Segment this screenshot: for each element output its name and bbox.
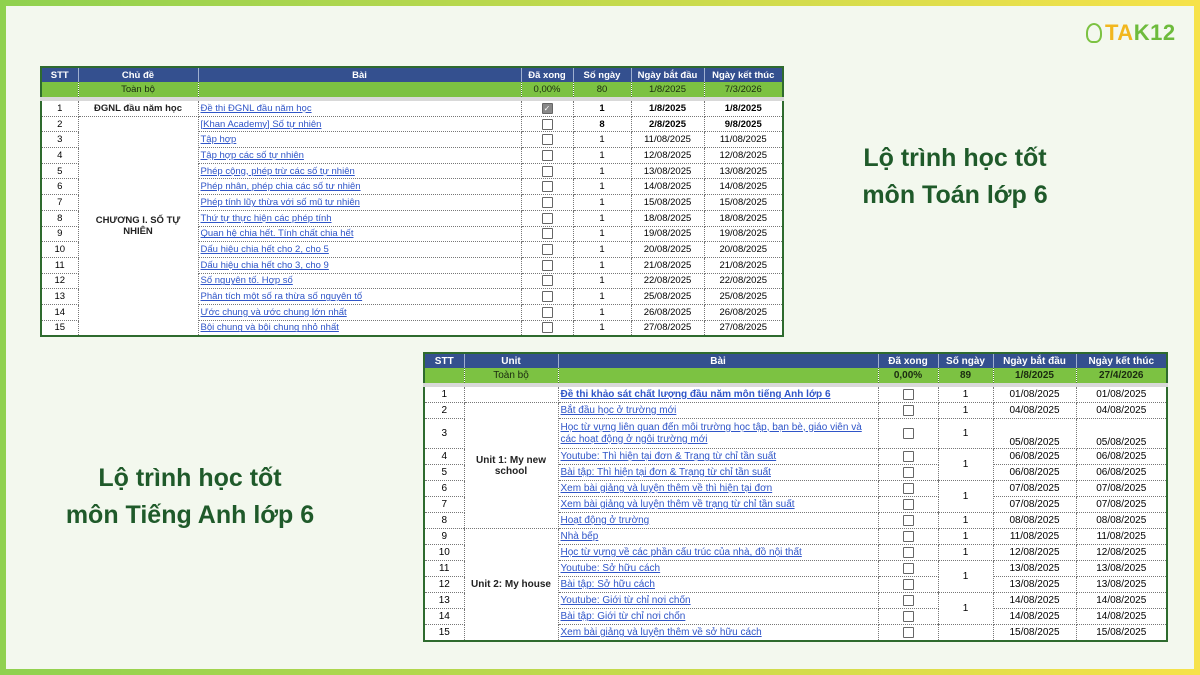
done-cell [878, 465, 938, 481]
done-cell [521, 320, 573, 336]
done-checkbox[interactable] [903, 611, 914, 622]
end-date: 1/8/2025 [704, 99, 783, 116]
lesson-link[interactable]: Số nguyên tố. Hợp số [198, 273, 521, 289]
start-date: 20/08/2025 [631, 242, 704, 258]
days-cell: 1 [573, 242, 631, 258]
row-number: 10 [41, 242, 78, 258]
math-schedule-table [40, 66, 784, 337]
start-date: 07/08/2025 [993, 497, 1076, 513]
end-date: 06/08/2025 [1076, 449, 1167, 465]
lesson-link[interactable]: Youtube: Thì hiện tại đơn & Trạng từ chỉ tần suất [558, 449, 878, 465]
start-date: 22/08/2025 [631, 273, 704, 289]
end-date: 07/08/2025 [1076, 481, 1167, 497]
row-number: 12 [41, 273, 78, 289]
total-end: 27/4/2026 [1076, 368, 1167, 385]
lesson-link[interactable]: Dấu hiệu chia hết cho 3, cho 9 [198, 257, 521, 273]
start-date: 27/08/2025 [631, 320, 704, 336]
lesson-link[interactable]: Bài tập: Thì hiện tại đơn & Trạng từ chỉ tần suất [558, 465, 878, 481]
lightbulb-icon [1086, 23, 1102, 43]
row-number: 15 [424, 625, 464, 642]
done-cell [521, 132, 573, 148]
row-number: 14 [424, 609, 464, 625]
done-checkbox[interactable] [903, 483, 914, 494]
end-date: 01/08/2025 [1076, 385, 1167, 403]
row-number: 2 [41, 116, 78, 132]
end-date: 26/08/2025 [704, 304, 783, 320]
done-checkbox[interactable] [542, 166, 553, 177]
end-date: 13/08/2025 [704, 163, 783, 179]
start-date: 14/08/2025 [993, 609, 1076, 625]
start-date: 13/08/2025 [993, 561, 1076, 577]
done-checkbox[interactable] [903, 451, 914, 462]
start-date: 13/08/2025 [631, 163, 704, 179]
lesson-link[interactable]: Bội chung và bội chung nhỏ nhất [198, 320, 521, 336]
done-checkbox[interactable] [903, 627, 914, 638]
total-lesson [198, 82, 521, 99]
days-cell: 1 [573, 273, 631, 289]
row-number: 10 [424, 545, 464, 561]
start-date: 11/08/2025 [993, 529, 1076, 545]
start-date: 15/08/2025 [993, 625, 1076, 642]
lesson-link[interactable]: Quan hệ chia hết. Tính chất chia hết [198, 226, 521, 242]
done-cell [521, 242, 573, 258]
total-start: 1/8/2025 [993, 368, 1076, 385]
days-cell: 1 [938, 561, 993, 593]
done-checkbox[interactable] [903, 499, 914, 510]
lesson-link[interactable]: Học từ vựng về các phần cấu trúc của nhà, đồ nội thất [558, 545, 878, 561]
english-schedule-table [423, 352, 1168, 642]
end-date: 04/08/2025 [1076, 403, 1167, 419]
days-cell: 1 [573, 148, 631, 164]
row-number: 9 [424, 529, 464, 545]
done-checkbox[interactable] [903, 547, 914, 558]
start-date: 13/08/2025 [993, 577, 1076, 593]
start-date: 15/08/2025 [631, 195, 704, 211]
end-date: 25/08/2025 [704, 289, 783, 305]
end-date: 13/08/2025 [1076, 577, 1167, 593]
lesson-link[interactable]: Thứ tự thực hiện các phép tính [198, 210, 521, 226]
lesson-link[interactable]: Đề thi khảo sát chất lượng đầu năm môn tiếng Anh lớp 6 [558, 385, 878, 403]
days-cell: 1 [938, 513, 993, 529]
end-date: 22/08/2025 [704, 273, 783, 289]
caption-line: Lộ trình học tốt [98, 464, 282, 492]
total-label: Toàn bộ [464, 368, 558, 385]
total-days: 89 [938, 368, 993, 385]
row-number: 2 [424, 403, 464, 419]
row-number: 13 [424, 593, 464, 609]
start-date: 14/08/2025 [631, 179, 704, 195]
table-row [424, 403, 1167, 419]
logo-text-ta: TA [1105, 20, 1134, 45]
lesson-link[interactable]: Youtube: Sở hữu cách [558, 561, 878, 577]
topic-cell: Unit 1: My new school [464, 403, 558, 529]
done-cell [878, 497, 938, 513]
days-cell [938, 625, 993, 642]
row-number: 6 [424, 481, 464, 497]
column-header[interactable]: Ngày kết thúc [704, 67, 783, 82]
done-checkbox[interactable] [903, 531, 914, 542]
done-checkbox[interactable] [542, 181, 553, 192]
done-checkbox[interactable] [542, 119, 553, 130]
done-checkbox[interactable] [903, 428, 914, 439]
row-number: 3 [41, 132, 78, 148]
days-cell: 1 [938, 545, 993, 561]
column-header[interactable]: STT [41, 67, 78, 82]
days-cell: 1 [938, 449, 993, 481]
lesson-link[interactable]: Tập hợp [198, 132, 521, 148]
done-checkbox[interactable] [542, 150, 553, 161]
done-cell [521, 257, 573, 273]
lesson-link[interactable]: Học từ vựng liên quan đến môi trường học tập, bạn bè, giáo viên và các hoạt động ở ngôi trường mới [558, 419, 878, 449]
done-cell [521, 210, 573, 226]
days-cell: 1 [938, 385, 993, 403]
lesson-link[interactable]: Xem bài giảng và luyện thêm về trạng từ chỉ tần suất [558, 497, 878, 513]
done-cell [878, 529, 938, 545]
start-date: 14/08/2025 [993, 593, 1076, 609]
days-cell: 1 [938, 593, 993, 625]
total-lesson [558, 368, 878, 385]
column-header[interactable]: Ngày kết thúc [1076, 353, 1167, 368]
done-cell [878, 513, 938, 529]
topic-cell: CHƯƠNG I. SỐ TỰ NHIÊN [78, 116, 198, 336]
topic-cell [464, 385, 558, 403]
done-checkbox[interactable] [903, 595, 914, 606]
end-date: 11/08/2025 [704, 132, 783, 148]
start-date: 01/08/2025 [993, 385, 1076, 403]
days-cell: 1 [938, 481, 993, 513]
done-cell [521, 195, 573, 211]
row-number: 8 [41, 210, 78, 226]
days-cell: 1 [573, 132, 631, 148]
start-date: 05/08/2025 [993, 419, 1076, 449]
end-date: 13/08/2025 [1076, 561, 1167, 577]
end-date: 27/08/2025 [704, 320, 783, 336]
topic-cell: ĐGNL đầu năm học [78, 99, 198, 116]
table-row [424, 385, 1167, 403]
row-number: 5 [424, 465, 464, 481]
days-cell: 1 [938, 529, 993, 545]
total-label: Toàn bộ [78, 82, 198, 99]
lesson-link[interactable]: Phép tính lũy thừa với số mũ tự nhiên [198, 195, 521, 211]
total-done: 0,00% [521, 82, 573, 99]
done-checkbox[interactable] [903, 515, 914, 526]
start-date: 06/08/2025 [993, 449, 1076, 465]
row-number: 6 [41, 179, 78, 195]
end-date: 06/08/2025 [1076, 465, 1167, 481]
done-checkbox[interactable] [903, 389, 914, 400]
row-number: 7 [424, 497, 464, 513]
done-checkbox[interactable] [542, 197, 553, 208]
start-date: 25/08/2025 [631, 289, 704, 305]
done-checkbox[interactable] [542, 322, 553, 333]
start-date: 06/08/2025 [993, 465, 1076, 481]
end-date: 12/08/2025 [1076, 545, 1167, 561]
done-cell [521, 179, 573, 195]
lesson-link[interactable]: Hoạt động ở trường [558, 513, 878, 529]
table-row [424, 529, 1167, 545]
lesson-link[interactable]: [Khan Academy] Số tự nhiên [198, 116, 521, 132]
lesson-link[interactable]: Bài tập: Giới từ chỉ nơi chốn [558, 609, 878, 625]
end-date: 14/08/2025 [704, 179, 783, 195]
done-cell [878, 577, 938, 593]
total-start: 1/8/2025 [631, 82, 704, 99]
done-cell [878, 481, 938, 497]
total-row [41, 82, 783, 99]
days-cell: 1 [573, 226, 631, 242]
done-checkbox[interactable] [903, 405, 914, 416]
column-header[interactable]: Bài [198, 67, 521, 82]
days-cell: 8 [573, 116, 631, 132]
column-header[interactable]: Chủ đề [78, 67, 198, 82]
caption-line: môn Toán lớp 6 [862, 181, 1048, 209]
done-checkbox[interactable] [542, 228, 553, 239]
end-date: 19/08/2025 [704, 226, 783, 242]
lesson-link[interactable]: Phép nhân, phép chia các số tự nhiên [198, 179, 521, 195]
caption-line: môn Tiếng Anh lớp 6 [65, 501, 315, 529]
column-header[interactable]: Số ngày [938, 353, 993, 368]
table-row [41, 116, 783, 132]
row-number: 9 [41, 226, 78, 242]
done-cell [878, 385, 938, 403]
column-header[interactable]: Ngày bắt đầu [631, 67, 704, 82]
done-checkbox[interactable] [903, 467, 914, 478]
days-cell: 1 [573, 99, 631, 116]
row-number: 4 [424, 449, 464, 465]
done-checkbox[interactable] [542, 307, 553, 318]
done-checkbox[interactable] [542, 291, 553, 302]
done-checkbox[interactable] [542, 134, 553, 145]
days-cell: 1 [938, 419, 993, 449]
done-cell [878, 625, 938, 642]
row-number: 11 [41, 257, 78, 273]
lesson-link[interactable]: Xem bài giảng và luyện thêm về thì hiện tại đơn [558, 481, 878, 497]
days-cell: 1 [938, 403, 993, 419]
days-cell: 1 [573, 195, 631, 211]
done-cell [878, 403, 938, 419]
start-date: 19/08/2025 [631, 226, 704, 242]
row-number: 12 [424, 577, 464, 593]
lesson-link[interactable]: Phép cộng, phép trừ các số tự nhiên [198, 163, 521, 179]
end-date: 08/08/2025 [1076, 513, 1167, 529]
start-date: 12/08/2025 [631, 148, 704, 164]
end-date: 14/08/2025 [1076, 593, 1167, 609]
start-date: 04/08/2025 [993, 403, 1076, 419]
lesson-link[interactable]: Bắt đầu học ở trường mới [558, 403, 878, 419]
end-date: 07/08/2025 [1076, 497, 1167, 513]
done-checkbox[interactable] [903, 579, 914, 590]
done-cell [878, 449, 938, 465]
row-number: 13 [41, 289, 78, 305]
topic-cell: Unit 2: My house [464, 529, 558, 642]
done-cell [521, 289, 573, 305]
english-caption [30, 460, 350, 534]
end-date: 18/08/2025 [704, 210, 783, 226]
lesson-link[interactable]: Nhà bếp [558, 529, 878, 545]
column-header[interactable]: Đã xong [878, 353, 938, 368]
row-number: 15 [41, 320, 78, 336]
done-cell [878, 545, 938, 561]
done-checkbox[interactable] [542, 275, 553, 286]
days-cell: 1 [573, 257, 631, 273]
done-checkbox[interactable] [542, 260, 553, 271]
done-cell [521, 273, 573, 289]
end-date: 15/08/2025 [1076, 625, 1167, 642]
done-checkbox[interactable] [903, 563, 914, 574]
row-number: 8 [424, 513, 464, 529]
done-cell [521, 148, 573, 164]
column-header[interactable]: Ngày bắt đầu [993, 353, 1076, 368]
row-number: 1 [41, 99, 78, 116]
done-checkbox[interactable]: ✓ [542, 103, 553, 114]
total-row [424, 368, 1167, 385]
lesson-link[interactable]: Đề thi ĐGNL đầu năm học [198, 99, 521, 116]
row-number: 11 [424, 561, 464, 577]
logo-text-k12: K12 [1133, 20, 1176, 45]
column-header[interactable]: Unit [464, 353, 558, 368]
row-number: 4 [41, 148, 78, 164]
done-cell [521, 226, 573, 242]
done-cell [878, 593, 938, 609]
days-cell: 1 [573, 179, 631, 195]
days-cell: 1 [573, 320, 631, 336]
start-date: 2/8/2025 [631, 116, 704, 132]
start-date: 07/08/2025 [993, 481, 1076, 497]
days-cell: 1 [573, 210, 631, 226]
math-caption [830, 140, 1080, 214]
end-date: 21/08/2025 [704, 257, 783, 273]
row-number: 14 [41, 304, 78, 320]
total-days: 80 [573, 82, 631, 99]
end-date: 12/08/2025 [704, 148, 783, 164]
end-date: 20/08/2025 [704, 242, 783, 258]
total-done: 0,00% [878, 368, 938, 385]
end-date: 05/08/2025 [1076, 419, 1167, 449]
done-checkbox[interactable] [542, 213, 553, 224]
done-checkbox[interactable] [542, 244, 553, 255]
lesson-link[interactable]: Phân tích một số ra thừa số nguyên tố [198, 289, 521, 305]
days-cell: 1 [573, 304, 631, 320]
row-number: 7 [41, 195, 78, 211]
done-cell [521, 163, 573, 179]
days-cell: 1 [573, 163, 631, 179]
start-date: 11/08/2025 [631, 132, 704, 148]
lesson-link[interactable]: Bài tập: Sở hữu cách [558, 577, 878, 593]
lesson-link[interactable]: Tập hợp các số tự nhiên [198, 148, 521, 164]
end-date: 9/8/2025 [704, 116, 783, 132]
end-date: 11/08/2025 [1076, 529, 1167, 545]
lesson-link[interactable]: Ước chung và ước chung lớn nhất [198, 304, 521, 320]
column-header[interactable]: Số ngày [573, 67, 631, 82]
days-cell: 1 [573, 289, 631, 305]
header-row [41, 67, 783, 82]
done-cell [521, 116, 573, 132]
done-cell [878, 419, 938, 449]
row-number: 3 [424, 419, 464, 449]
total-stt [41, 82, 78, 99]
start-date: 08/08/2025 [993, 513, 1076, 529]
header-row [424, 353, 1167, 368]
table-row [41, 99, 783, 116]
start-date: 12/08/2025 [993, 545, 1076, 561]
total-stt [424, 368, 464, 385]
caption-line: Lộ trình học tốt [863, 144, 1047, 172]
tak12-logo [1086, 20, 1176, 46]
done-cell [521, 99, 573, 116]
end-date: 15/08/2025 [704, 195, 783, 211]
column-header[interactable]: STT [424, 353, 464, 368]
total-end: 7/3/2026 [704, 82, 783, 99]
start-date: 1/8/2025 [631, 99, 704, 116]
done-cell [878, 561, 938, 577]
start-date: 26/08/2025 [631, 304, 704, 320]
row-number: 1 [424, 385, 464, 403]
done-cell [878, 609, 938, 625]
lesson-link[interactable]: Youtube: Giới từ chỉ nơi chốn [558, 593, 878, 609]
done-cell [521, 304, 573, 320]
start-date: 18/08/2025 [631, 210, 704, 226]
end-date: 14/08/2025 [1076, 609, 1167, 625]
column-header[interactable]: Bài [558, 353, 878, 368]
row-number: 5 [41, 163, 78, 179]
lesson-link[interactable]: Dấu hiệu chia hết cho 2, cho 5 [198, 242, 521, 258]
lesson-link[interactable]: Xem bài giảng và luyện thêm về sở hữu cách [558, 625, 878, 642]
column-header[interactable]: Đã xong [521, 67, 573, 82]
start-date: 21/08/2025 [631, 257, 704, 273]
